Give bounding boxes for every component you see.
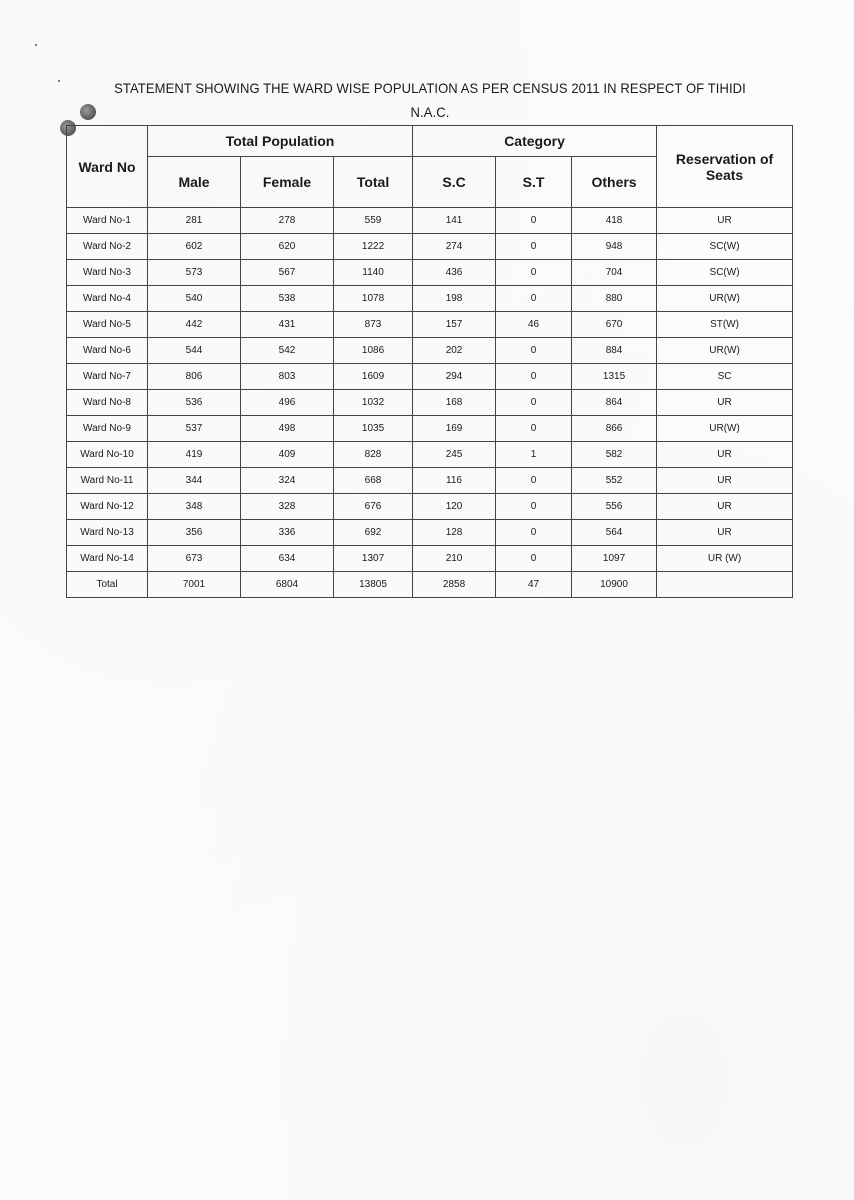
female-cell: 324	[241, 468, 334, 494]
others-cell: 670	[572, 312, 657, 338]
total-cell: 828	[334, 442, 413, 468]
total-cell: 1609	[334, 364, 413, 390]
st-cell: 0	[496, 520, 572, 546]
male-cell: 602	[148, 234, 241, 260]
sc-cell: 169	[413, 416, 496, 442]
reservation-total-cell	[657, 572, 793, 598]
table-row	[67, 390, 793, 416]
sc-cell: 157	[413, 312, 496, 338]
table-row	[67, 364, 793, 390]
female-cell: 803	[241, 364, 334, 390]
others-cell: 864	[572, 390, 657, 416]
others-cell: 948	[572, 234, 657, 260]
table-header-row	[67, 126, 793, 157]
sc-cell: 128	[413, 520, 496, 546]
reservation-cell: ST(W)	[657, 312, 793, 338]
scan-speck	[58, 80, 60, 82]
st-header: S.T	[496, 157, 572, 208]
female-header: Female	[241, 157, 334, 208]
others-cell: 552	[572, 468, 657, 494]
total-cell: 676	[334, 494, 413, 520]
ward-cell: Ward No-6	[67, 338, 148, 364]
sc-cell: 198	[413, 286, 496, 312]
total-cell: 668	[334, 468, 413, 494]
ward-cell: Ward No-14	[67, 546, 148, 572]
others-cell: 884	[572, 338, 657, 364]
table-row	[67, 286, 793, 312]
others-cell: 564	[572, 520, 657, 546]
ward-cell: Ward No-2	[67, 234, 148, 260]
sc-cell: 116	[413, 468, 496, 494]
ward-no-header: Ward No	[67, 126, 148, 208]
ward-cell: Ward No-8	[67, 390, 148, 416]
male-cell: 544	[148, 338, 241, 364]
ward-cell: Ward No-11	[67, 468, 148, 494]
male-cell: 536	[148, 390, 241, 416]
st-total-cell: 47	[496, 572, 572, 598]
sc-cell: 120	[413, 494, 496, 520]
female-cell: 328	[241, 494, 334, 520]
reservation-cell: UR	[657, 468, 793, 494]
others-cell: 418	[572, 208, 657, 234]
scan-speck	[35, 44, 37, 46]
male-cell: 348	[148, 494, 241, 520]
female-cell: 431	[241, 312, 334, 338]
ward-cell: Ward No-10	[67, 442, 148, 468]
reservation-cell: UR	[657, 390, 793, 416]
st-cell: 0	[496, 234, 572, 260]
ward-cell: Ward No-1	[67, 208, 148, 234]
female-cell: 409	[241, 442, 334, 468]
female-cell: 278	[241, 208, 334, 234]
st-cell: 0	[496, 208, 572, 234]
table-row	[67, 338, 793, 364]
reservation-cell: SC(W)	[657, 260, 793, 286]
reservation-cell: UR	[657, 494, 793, 520]
reservation-cell: SC	[657, 364, 793, 390]
sc-total-cell: 2858	[413, 572, 496, 598]
st-cell: 0	[496, 364, 572, 390]
st-cell: 0	[496, 468, 572, 494]
category-header: Category	[413, 126, 657, 157]
sc-cell: 141	[413, 208, 496, 234]
ward-cell: Ward No-3	[67, 260, 148, 286]
male-cell: 540	[148, 286, 241, 312]
table-row	[67, 520, 793, 546]
male-cell: 442	[148, 312, 241, 338]
total-row	[67, 572, 793, 598]
st-cell: 0	[496, 286, 572, 312]
sc-cell: 274	[413, 234, 496, 260]
female-cell: 620	[241, 234, 334, 260]
others-cell: 556	[572, 494, 657, 520]
ward-cell: Ward No-7	[67, 364, 148, 390]
st-cell: 0	[496, 546, 572, 572]
sc-cell: 245	[413, 442, 496, 468]
grand-total-cell: 13805	[334, 572, 413, 598]
total-cell: 1307	[334, 546, 413, 572]
total-cell: 1222	[334, 234, 413, 260]
female-cell: 498	[241, 416, 334, 442]
others-cell: 582	[572, 442, 657, 468]
reservation-cell: UR	[657, 208, 793, 234]
reservation-cell: UR(W)	[657, 286, 793, 312]
female-cell: 336	[241, 520, 334, 546]
table-row	[67, 234, 793, 260]
reservation-cell: SC(W)	[657, 234, 793, 260]
total-cell: 1078	[334, 286, 413, 312]
female-cell: 567	[241, 260, 334, 286]
document-title-continued: N.A.C.	[410, 104, 450, 120]
ward-cell: Ward No-12	[67, 494, 148, 520]
st-cell: 0	[496, 416, 572, 442]
reservation-cell: UR (W)	[657, 546, 793, 572]
female-cell: 634	[241, 546, 334, 572]
table-row	[67, 416, 793, 442]
total-cell: 1032	[334, 390, 413, 416]
total-cell: 1086	[334, 338, 413, 364]
table-row	[67, 494, 793, 520]
reservation-cell: UR	[657, 520, 793, 546]
female-cell: 538	[241, 286, 334, 312]
others-cell: 704	[572, 260, 657, 286]
sc-cell: 202	[413, 338, 496, 364]
male-cell: 806	[148, 364, 241, 390]
st-cell: 46	[496, 312, 572, 338]
others-cell: 880	[572, 286, 657, 312]
male-header: Male	[148, 157, 241, 208]
total-header: Total	[334, 157, 413, 208]
others-cell: 866	[572, 416, 657, 442]
sc-cell: 168	[413, 390, 496, 416]
sc-header: S.C	[413, 157, 496, 208]
male-cell: 673	[148, 546, 241, 572]
total-cell: 1140	[334, 260, 413, 286]
ward-cell: Ward No-4	[67, 286, 148, 312]
ward-cell: Ward No-5	[67, 312, 148, 338]
female-total-cell: 6804	[241, 572, 334, 598]
others-header: Others	[572, 157, 657, 208]
population-table	[66, 125, 793, 598]
total-cell: 559	[334, 208, 413, 234]
table-row	[67, 312, 793, 338]
table-row	[67, 442, 793, 468]
sc-cell: 436	[413, 260, 496, 286]
male-cell: 344	[148, 468, 241, 494]
table-row	[67, 260, 793, 286]
st-cell: 0	[496, 260, 572, 286]
st-cell: 0	[496, 338, 572, 364]
reservation-cell: UR	[657, 442, 793, 468]
st-cell: 0	[496, 390, 572, 416]
others-total-cell: 10900	[572, 572, 657, 598]
male-cell: 356	[148, 520, 241, 546]
total-label-cell: Total	[67, 572, 148, 598]
reservation-cell: UR(W)	[657, 338, 793, 364]
table-row	[67, 208, 793, 234]
total-population-header: Total Population	[148, 126, 413, 157]
total-cell: 692	[334, 520, 413, 546]
ward-cell: Ward No-9	[67, 416, 148, 442]
reservation-header: Reservation of Seats	[657, 126, 793, 208]
table-row	[67, 468, 793, 494]
st-cell: 1	[496, 442, 572, 468]
sc-cell: 294	[413, 364, 496, 390]
male-cell: 573	[148, 260, 241, 286]
reservation-cell: UR(W)	[657, 416, 793, 442]
others-cell: 1315	[572, 364, 657, 390]
total-cell: 873	[334, 312, 413, 338]
table-row	[67, 546, 793, 572]
total-cell: 1035	[334, 416, 413, 442]
sc-cell: 210	[413, 546, 496, 572]
female-cell: 496	[241, 390, 334, 416]
female-cell: 542	[241, 338, 334, 364]
male-cell: 537	[148, 416, 241, 442]
male-cell: 281	[148, 208, 241, 234]
male-cell: 419	[148, 442, 241, 468]
st-cell: 0	[496, 494, 572, 520]
others-cell: 1097	[572, 546, 657, 572]
male-total-cell: 7001	[148, 572, 241, 598]
ward-cell: Ward No-13	[67, 520, 148, 546]
document-title: STATEMENT SHOWING THE WARD WISE POPULATION AS PER CENSUS 2011 IN RESPECT OF TIHIDI	[114, 80, 746, 96]
